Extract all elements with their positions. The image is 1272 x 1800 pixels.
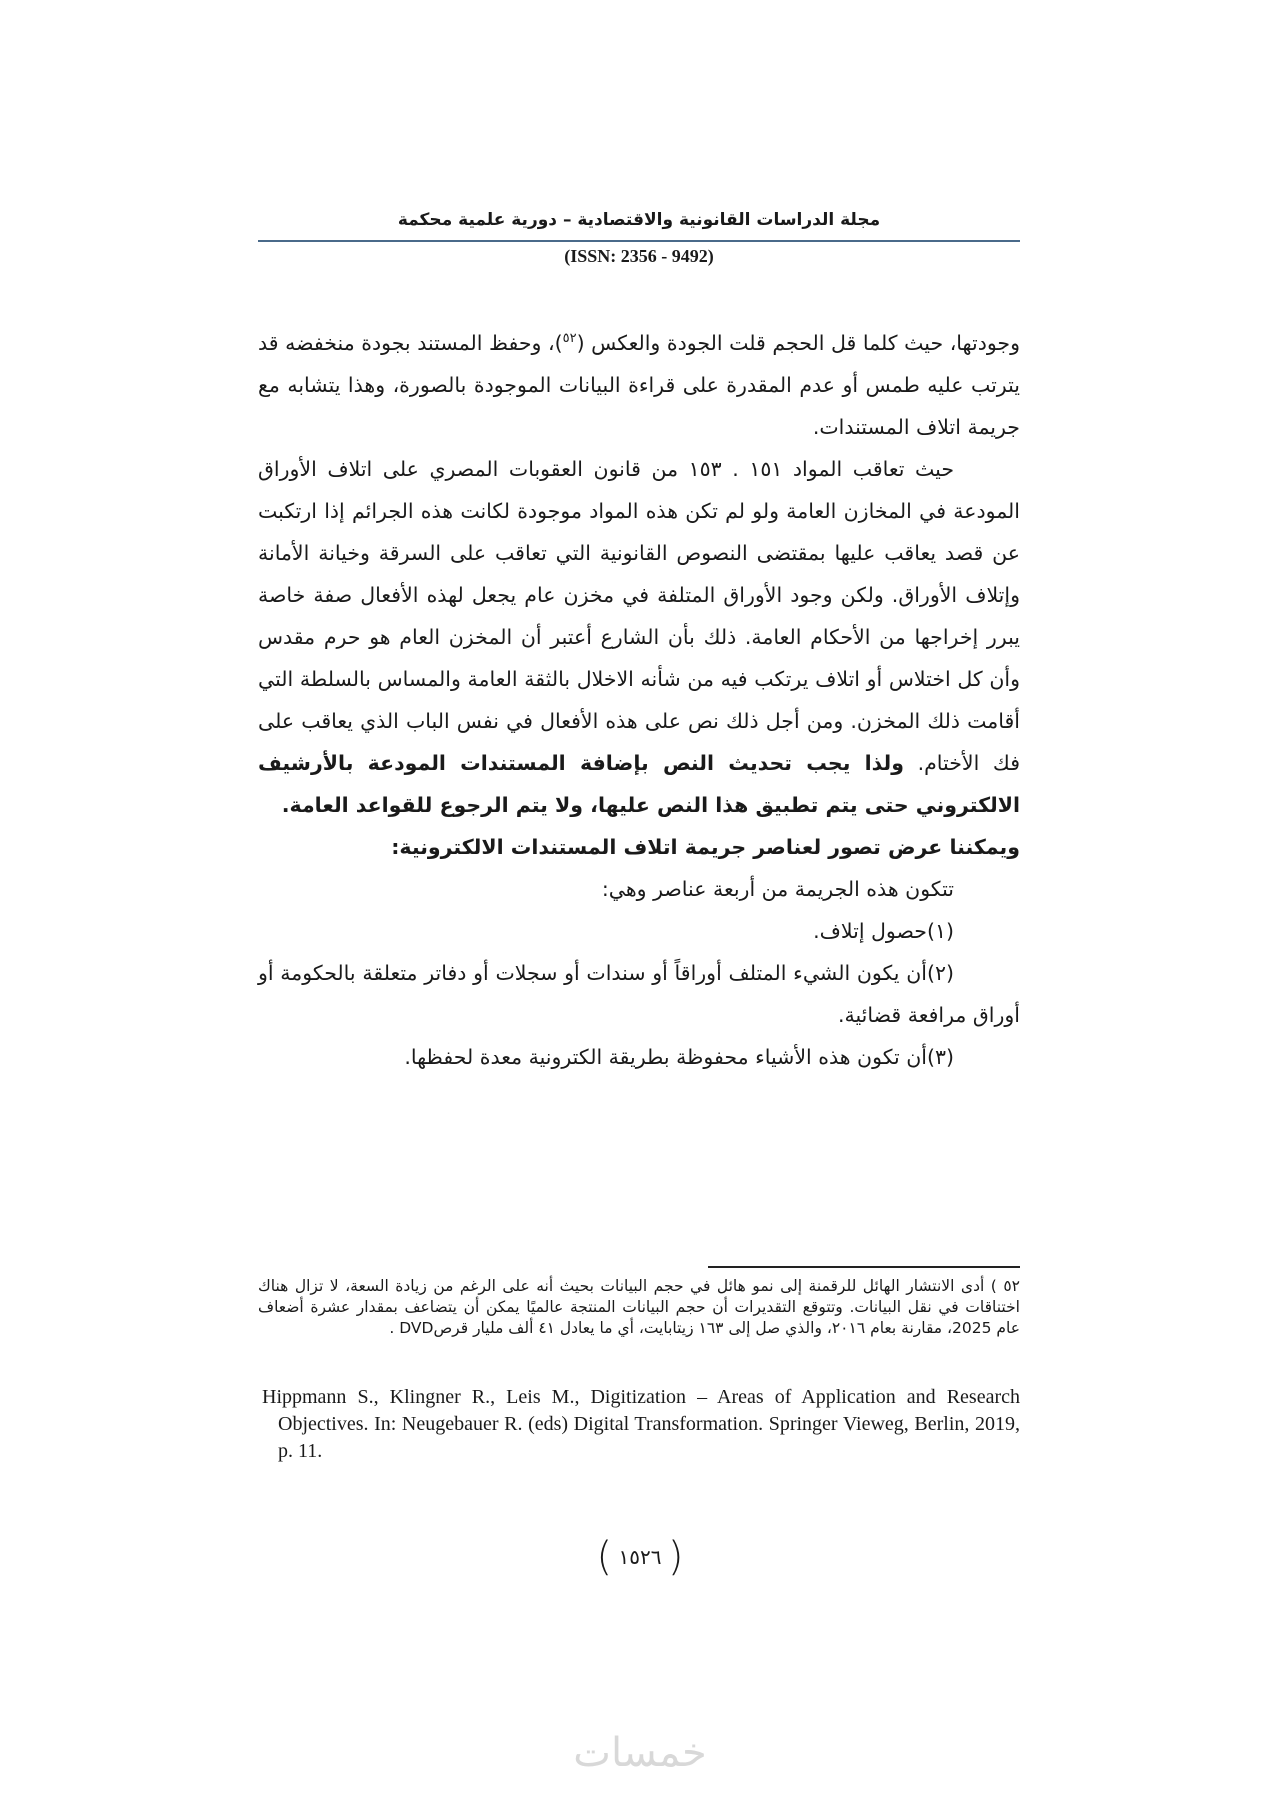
footnote-reference-citation: Hippmann S., Klingner R., Leis M., Digitization – Areas of Application and Research Objectives. In: Neugebauer R. (eds) Digital Transformation. Springer Vieweg, Berlin, 2019, p. 11. xyxy=(262,1386,1020,1462)
footnote-reference[interactable]: ٥٢ xyxy=(562,331,577,347)
paragraph-1 xyxy=(258,322,1020,448)
paragraph-2-text: حيث تعاقب المواد ١٥١ . ١٥٣ من قانون العقوبات المصري على اتلاف الأوراق المودعة في المخازن العامة ولو لم تكن هذه المواد موجودة لكانت هذه الجرائم إذا ارتكبت عن قصد يعاقب عليها بمقتضى النصوص القانونية التي تعاقب على السرقة وخيانة الأمانة وإتلاف الأوراق. ولكن وجود الأوراق المتلفة في مخزن عام يجعل لهذه الأفعال صفة خاصة يبرر إخراجها من الأحكام العامة. ذلك بأن الشارع أعتبر أن المخزن العام هو حرم مقدس وأن كل اختلاس أو اتلاف يرتكب فيه من شأنه الاخلال بالثقة العامة والمساس بالسلطة التي أقامت ذلك المخزن. ومن أجل ذلك نص على هذه الأفعال في نفس الباب الذي يعاقب على فك الأختام. xyxy=(258,457,1020,775)
right-bracket-icon: ) xyxy=(667,1534,684,1580)
footnote-text: ٥٢ ) أدى الانتشار الهائل للرقمنة إلى نمو هائل في حجم البيانات بحيث أنه على الرغم من زيادة السعة، لا تزال هناك اختناقات في نقل البيانات. وتتوقع التقديرات أن حجم البيانات المنتجة عالميًا يمكن أن يتضاعف بمقدار عشرة أضعاف عام 2025، مقارنة بعام ٢٠١٦، والذي صل إلى ١٦٣ زيتابايت، أي ما يعادل ٤١ ألف مليار قرصDVD . xyxy=(258,1277,1020,1337)
list-item: (٢)أن يكون الشيء المتلف أوراقاً أو سندات أو سجلات أو دفاتر متعلقة بالحكومة أو أوراق مرافعة قضائية. xyxy=(258,961,1020,1027)
watermark: خمسات xyxy=(573,1730,707,1776)
body-text xyxy=(258,322,1020,1078)
issn-label: (ISSN: 2356 - 9492) xyxy=(564,246,714,266)
header-divider xyxy=(258,240,1020,242)
paragraph-1-text: وجودتها، حيث كلما قل الحجم قلت الجودة والعكس ( xyxy=(576,331,1020,355)
page-number-value: ١٥٢٦ xyxy=(618,1545,662,1569)
list-item: (٣)أن تكون هذه الأشياء محفوظة بطريقة الكترونية معدة لحفظها. xyxy=(404,1045,954,1069)
paragraph-2-bold: ولذا يجب تحديث النص بإضافة المستندات المودعة بالأرشيف الالكتروني حتى يتم تطبيق هذا النص عليها، ولا يتم الرجوع للقواعد العامة. xyxy=(258,751,1020,817)
page-number xyxy=(580,1534,700,1580)
elements-intro: تتكون هذه الجريمة من أربعة عناصر وهي: xyxy=(601,877,954,901)
list-item: (١)حصول إتلاف. xyxy=(813,919,954,943)
journal-title: مجلة الدراسات القانونية والاقتصادية – دورية علمية محكمة xyxy=(397,210,881,230)
footnote-divider xyxy=(708,1266,1020,1268)
paragraph-1-text-after: )، وحفظ المستند بجودة منخفضه قد يترتب عليه طمس أو عدم المقدرة على قراءة البيانات الموجودة بالصورة، وهذا يتشابه مع جريمة اتلاف المستندات. xyxy=(258,331,1020,439)
paragraph-2 xyxy=(258,448,1020,826)
left-bracket-icon: ( xyxy=(596,1534,613,1580)
section-heading: ويمكننا عرض تصور لعناصر جريمة اتلاف المستندات الالكترونية: xyxy=(391,835,1020,859)
